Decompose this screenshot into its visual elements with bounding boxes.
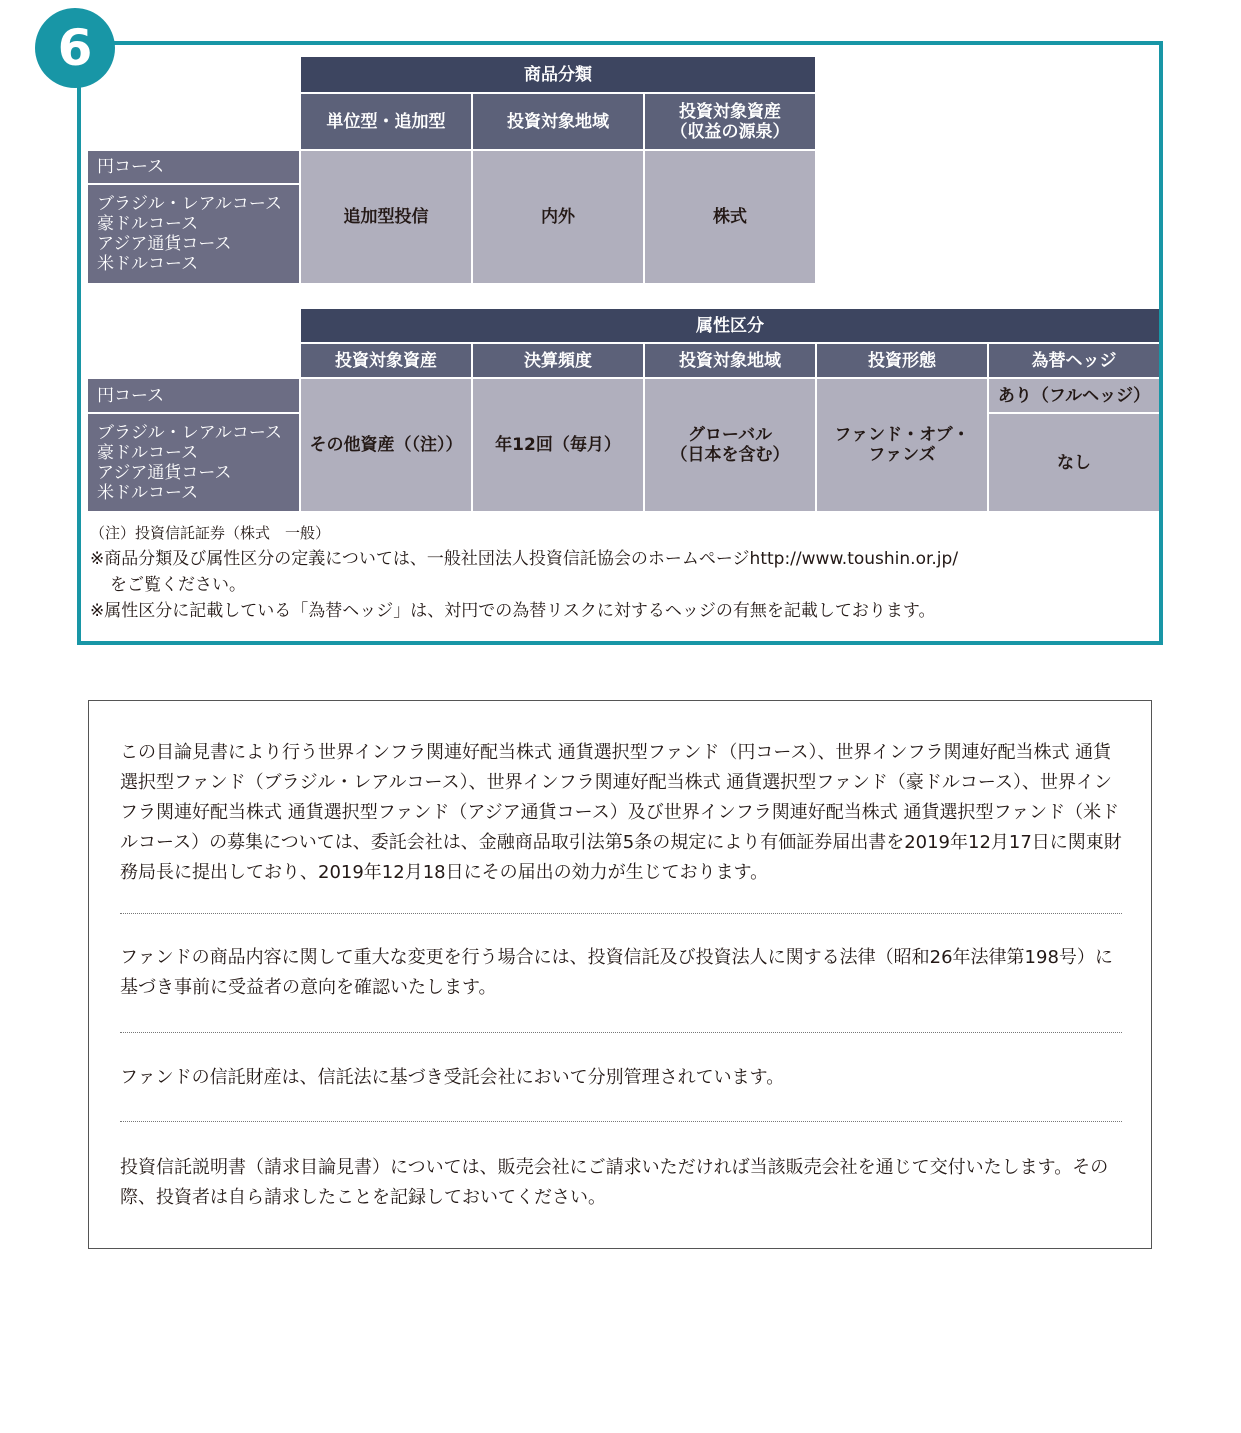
info-para-registration: この目論見書により行う世界インフラ関連好配当株式 通貨選択型ファンド（円コース）、世界インフラ関連好配当株式 通貨選択型ファンド（ブラジル・レアルコース）、世界インフラ関連好配当株式 通貨選択型ファンド（豪ドルコース）、世界インフラ関連好配当株式 通貨選択型ファンド（アジア通貨コース）及び世界インフラ関連好配当株式 通貨選択型ファンド（米ドルコース）の募集については、委託会社は、金融商品取引法第5条の規定により有価証券届出書を2019年12月17日に関東財務局長に提出しており、2019年12月18日にその届出の効力が生じております。 — [120, 742, 1122, 883]
attr-value-form-line2: ファンズ — [868, 445, 936, 465]
product-header-unit-type: 単位型・追加型 — [301, 94, 471, 149]
prospectus-info-box — [88, 700, 1152, 1249]
product-table-title: 商品分類 — [301, 57, 815, 92]
attr-value-form-line1: ファンド・オブ・ — [834, 425, 970, 445]
course-brl: ブラジル・レアルコース — [97, 422, 283, 443]
course-aud: 豪ドルコース — [97, 214, 199, 234]
row-yen-course: 円コース — [88, 151, 299, 183]
note-asset: （注）投資信託証券（株式 一般） — [90, 524, 331, 542]
product-classification-table — [86, 55, 817, 285]
classification-notes — [90, 520, 1155, 624]
product-header-region: 投資対象地域 — [473, 94, 643, 149]
attr-header-settlement: 決算頻度 — [473, 344, 643, 377]
note-definition-cont: をご覧ください。 — [110, 575, 246, 595]
course-usd: 米ドルコース — [97, 254, 199, 274]
info-para-request: 投資信託説明書（請求目論見書）については、販売会社にご請求いただければ当該販売会社を通じて交付いたします。その際、投資者は自ら請求したことを記録しておいてください。 — [120, 1157, 1109, 1208]
blank-cell — [88, 344, 299, 377]
info-para-trust: ファンドの信託財産は、信託法に基づき受託会社において分別管理されています。 — [120, 1067, 785, 1088]
attr-value-region-line1: グローバル — [687, 425, 773, 445]
attr-hedge-other: なし — [989, 414, 1159, 511]
blank-cell — [88, 309, 299, 342]
product-header-asset — [645, 94, 815, 149]
info-para-changes: ファンドの商品内容に関して重大な変更を行う場合には、投資信託及び投資法人に関する法律（昭和26年法律第198号）に基づき事前に受益者の意向を確認いたします。 — [120, 947, 1113, 998]
attr-value-asset: その他資産（（注）） — [301, 379, 471, 511]
course-usd: 米ドルコース — [97, 482, 199, 503]
note-hedge: ※属性区分に記載している「為替ヘッジ」は、対円での為替リスクに対するヘッジの有無を記載しております。 — [90, 601, 936, 621]
row-yen-course: 円コース — [88, 379, 299, 412]
attribute-classification-table — [86, 307, 1161, 513]
attr-header-form: 投資形態 — [817, 344, 987, 377]
product-value-region: 内外 — [473, 151, 643, 283]
blank-cell — [88, 94, 299, 149]
note-definition: ※商品分類及び属性区分の定義については、一般社団法人投資信託協会のホームページhttp://www.toushin.or.jp/ — [90, 549, 959, 569]
attr-header-region: 投資対象地域 — [645, 344, 815, 377]
attr-hedge-yen: あり（フルヘッジ） — [989, 379, 1159, 412]
course-asia: アジア通貨コース — [97, 462, 232, 483]
attribute-table-title: 属性区分 — [301, 309, 1159, 342]
course-asia: アジア通貨コース — [97, 234, 232, 254]
attr-header-hedge: 為替ヘッジ — [989, 344, 1159, 377]
product-value-asset: 株式 — [645, 151, 815, 283]
attr-header-asset: 投資対象資産 — [301, 344, 471, 377]
section-number-badge: 6 — [35, 8, 115, 88]
course-brl: ブラジル・レアルコース — [97, 194, 283, 214]
attr-value-region-line2: （日本を含む） — [670, 445, 790, 465]
dotted-divider — [120, 1032, 1122, 1033]
row-other-courses — [88, 185, 299, 283]
dotted-divider — [120, 1121, 1122, 1122]
blank-cell — [88, 57, 299, 92]
attr-value-region — [645, 379, 815, 511]
product-header-asset-line1: 投資対象資産 — [679, 101, 781, 122]
dotted-divider — [120, 913, 1122, 914]
row-other-courses — [88, 414, 299, 511]
product-header-asset-line2: （収益の源泉） — [670, 121, 790, 142]
attr-value-settlement: 年12回（毎月） — [473, 379, 643, 511]
course-aud: 豪ドルコース — [97, 442, 199, 463]
attr-value-form — [817, 379, 987, 511]
product-value-unit-type: 追加型投信 — [301, 151, 471, 283]
